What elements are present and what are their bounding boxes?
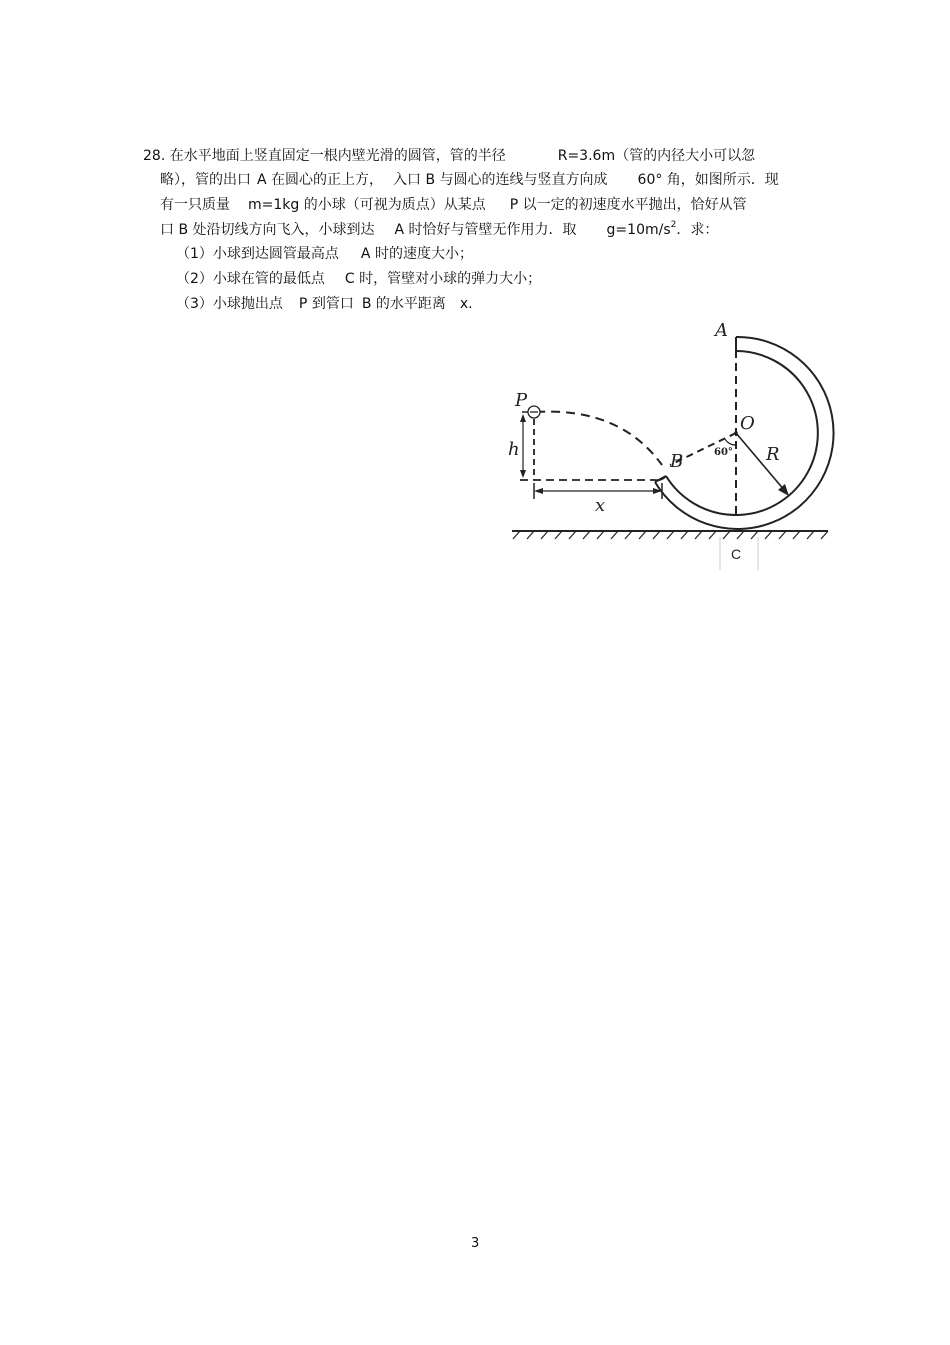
question-3: （3）小球抛出点 P 到管口 B 的水平距离 x. bbox=[176, 296, 473, 312]
label-h: h bbox=[508, 439, 520, 460]
center-point bbox=[734, 431, 738, 435]
label-r: R bbox=[766, 444, 780, 465]
label-angle: 60° bbox=[714, 447, 733, 458]
problem-line-1: 28. 在水平地面上竖直固定一根内壁光滑的圆管，管的半径 R=3.6m（管的内径大小可以忽 bbox=[143, 148, 756, 164]
label-b: B bbox=[670, 451, 684, 472]
physics-diagram bbox=[500, 315, 840, 575]
label-o: O bbox=[740, 413, 755, 434]
page-number: 3 bbox=[471, 1236, 480, 1251]
question-2: （2）小球在管的最低点 C 时，管壁对小球的弹力大小； bbox=[176, 271, 542, 287]
problem-line-3: 有一只质量 m=1kg 的小球（可视为质点）从某点 P 以一定的初速度水平抛出，恰好从管 bbox=[160, 197, 747, 213]
ground-hatching bbox=[513, 531, 828, 539]
label-c: C bbox=[731, 546, 742, 562]
problem-number: 28. bbox=[143, 148, 166, 164]
label-p: P bbox=[515, 390, 528, 411]
question-1: （1）小球到达圆管最高点 A 时的速度大小； bbox=[176, 246, 473, 262]
trajectory-dashed bbox=[536, 412, 662, 465]
label-x: x bbox=[595, 495, 606, 516]
angle-arc bbox=[725, 439, 736, 445]
problem-line-2: 略），管的出口 A 在圆心的正上方， 入口 B 与圆心的连线与竖直方向成 60° 角，如图所示．现 bbox=[160, 172, 779, 188]
problem-line-4: 口 B 处沿切线方向飞入，小球到达 A 时恰好与管壁无作用力．取 $g=10m/s^2$．求： bbox=[160, 220, 719, 238]
label-a: A bbox=[715, 320, 728, 341]
